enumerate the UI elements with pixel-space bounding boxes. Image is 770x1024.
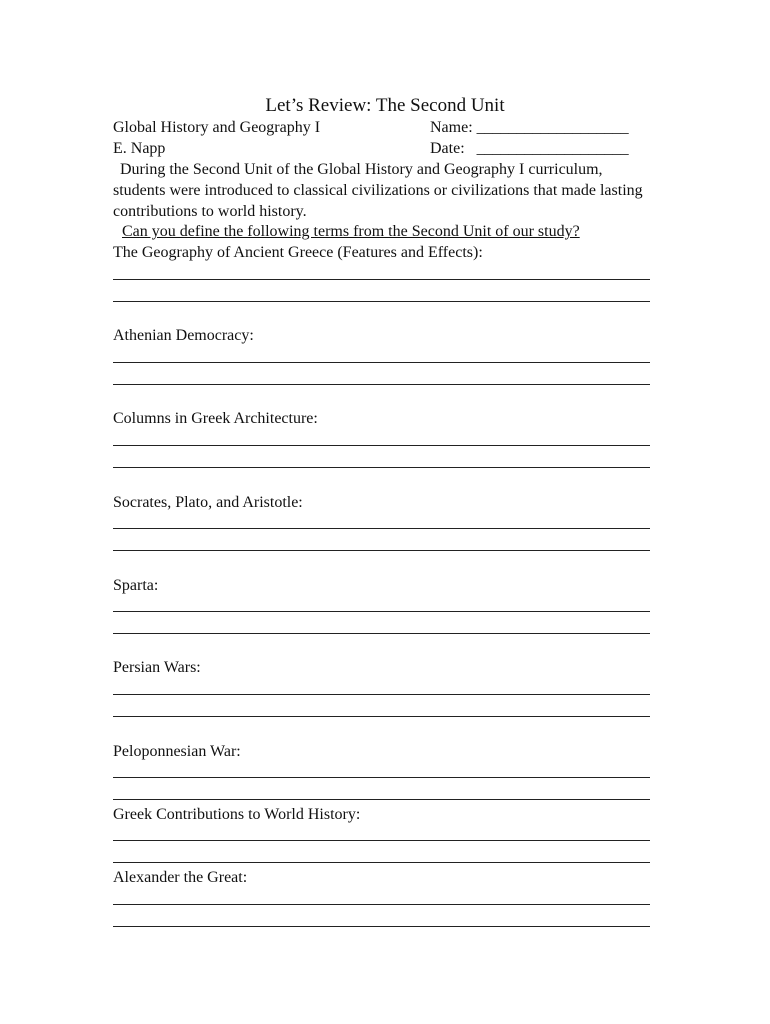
intro-paragraph: During the Second Unit of the Global History and Geography I curriculum, students were introduced to classical civilizations or civilizations that made lasting contributions to world history.: [113, 161, 643, 220]
term-label: Greek Contributions to World History:: [113, 806, 361, 823]
answer-line[interactable]: [113, 528, 650, 529]
term-label: Peloponnesian War:: [113, 743, 241, 760]
page-title: Let’s Review: The Second Unit: [265, 95, 505, 116]
answer-line[interactable]: [113, 840, 650, 841]
answer-line[interactable]: [113, 445, 650, 446]
answer-line[interactable]: [113, 467, 650, 468]
term-label: Athenian Democracy:: [113, 327, 254, 344]
answer-line[interactable]: [113, 384, 650, 385]
teacher-name: E. Napp: [113, 140, 166, 157]
answer-line[interactable]: [113, 550, 650, 551]
term-label: Columns in Greek Architecture:: [113, 410, 318, 427]
answer-line[interactable]: [113, 301, 650, 302]
answer-line[interactable]: [113, 633, 650, 634]
answer-line[interactable]: [113, 777, 650, 778]
instruction-question: Can you define the following terms from the Second Unit of our study?: [122, 223, 580, 240]
answer-line[interactable]: [113, 926, 650, 927]
term-label: Socrates, Plato, and Aristotle:: [113, 494, 303, 511]
term-label: Persian Wars:: [113, 659, 201, 676]
answer-line[interactable]: [113, 904, 650, 905]
answer-line[interactable]: [113, 694, 650, 695]
answer-line[interactable]: [113, 611, 650, 612]
answer-line[interactable]: [113, 799, 650, 800]
course-name: Global History and Geography I: [113, 119, 321, 136]
student-name-field[interactable]: Name: ___________________: [430, 119, 629, 136]
answer-line[interactable]: [113, 279, 650, 280]
date-field[interactable]: Date: ___________________: [430, 140, 629, 157]
term-label: Sparta:: [113, 577, 159, 594]
term-label: The Geography of Ancient Greece (Features and Effects):: [113, 244, 483, 261]
answer-line[interactable]: [113, 362, 650, 363]
answer-line[interactable]: [113, 862, 650, 863]
answer-line[interactable]: [113, 716, 650, 717]
term-label: Alexander the Great:: [113, 869, 248, 886]
